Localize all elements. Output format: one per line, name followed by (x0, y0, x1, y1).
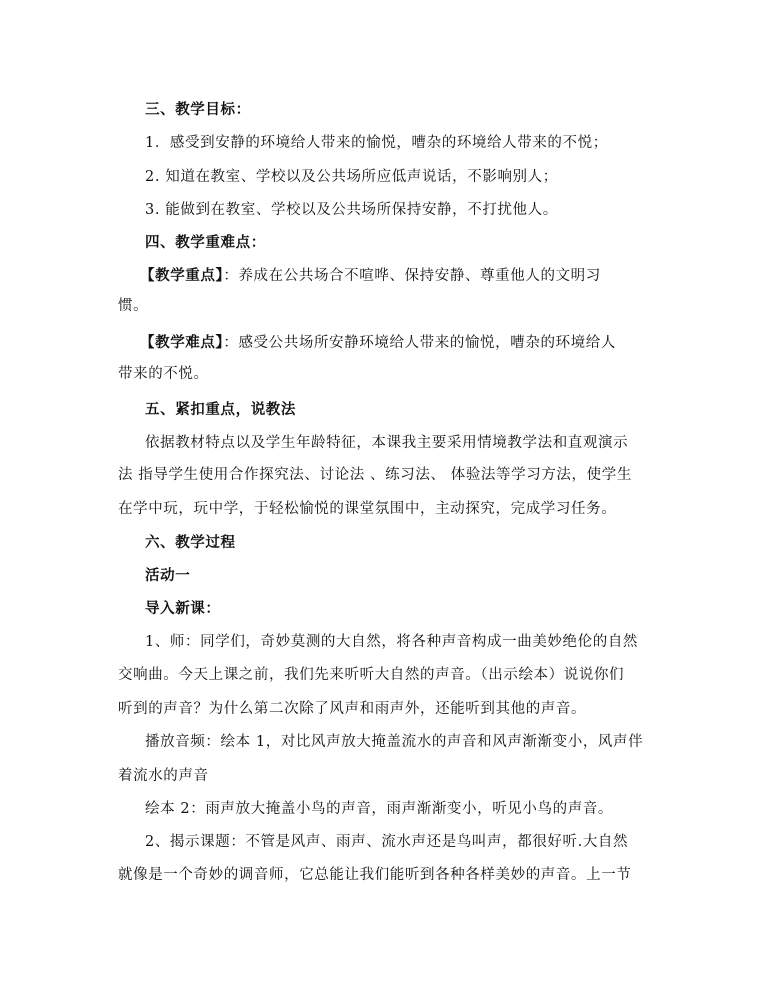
method-line-3: 在学中玩，玩中学，于轻松愉悦的课堂氛围中，主动探究，完成学习任务。 (118, 501, 617, 517)
key-point-text: ：养成在公共场合不喧哗、保持安静、尊重他人的文明习 (223, 268, 601, 284)
method-line-2: 法 指导学生使用合作探究法、讨论法 、练习法、 体验法等学习方法，使学生 (118, 467, 632, 483)
method-line-1: 依据教材特点以及学生年龄特征，本课我主要采用情境教学法和直观演示 (145, 435, 629, 451)
goal-2: 2. 知道在教室、学校以及公共场所应低声说话，不影响别人； (145, 169, 558, 185)
paragraph-2-line-2: 着流水的声音 (118, 768, 209, 784)
difficult-point-text: ：感受公共场所安静环境给人带来的愉悦，嘈杂的环境给人 (223, 335, 616, 351)
activity-heading: 活动一 (145, 567, 191, 584)
paragraph-1-line-3: 听到的声音？为什么第二次除了风声和雨声外，还能听到其他的声音。 (118, 701, 587, 717)
key-point-line-2: 惯。 (118, 298, 149, 314)
goal-3: 3. 能做到在教室、学校以及公共场所保持安静，不打扰他人。 (145, 202, 558, 218)
section-5-heading: 五、紧扣重点，说教法 (145, 401, 296, 418)
paragraph-1-line-1: 1、师：同学们，奇妙莫测的大自然，将各种声音构成一曲美妙绝伦的自然 (145, 634, 639, 650)
key-point-line-1 (140, 266, 601, 286)
paragraph-4-line-2: 就像是一个奇妙的调音师，它总能让我们能听到各种各样美妙的声音。上一节 (118, 867, 632, 883)
key-point-label: 【教学重点】 (140, 267, 224, 284)
paragraph-3-line-1: 绘本 2：雨声放大掩盖小鸟的声音，雨声渐渐变小，听见小鸟的声音。 (145, 801, 614, 817)
intro-heading: 导入新课： (145, 600, 221, 617)
paragraph-1-line-2: 交响曲。今天上课之前，我们先来听听大自然的声音。（出示绘本）说说你们 (118, 667, 625, 683)
section-4-heading: 四、教学重难点： (145, 234, 266, 251)
section-3-heading: 三、教学目标： (145, 101, 251, 118)
difficult-point-label: 【教学难点】 (140, 334, 224, 351)
section-6-heading: 六、教学过程 (145, 534, 236, 551)
paragraph-2-line-1: 播放音频：绘本 1，对比风声放大掩盖流水的声音和风声渐渐变小，风声伴 (145, 734, 644, 750)
difficult-point-line-2: 带来的不悦。 (118, 366, 209, 382)
goal-1: 1．感受到安静的环境给人带来的愉悦，嘈杂的环境给人带来的不悦； (145, 135, 608, 151)
paragraph-4-line-1: 2、揭示课题：不管是风声、雨声、流水声还是鸟叫声，都很好听.大自然 (145, 834, 629, 850)
difficult-point-line-1 (140, 333, 616, 353)
